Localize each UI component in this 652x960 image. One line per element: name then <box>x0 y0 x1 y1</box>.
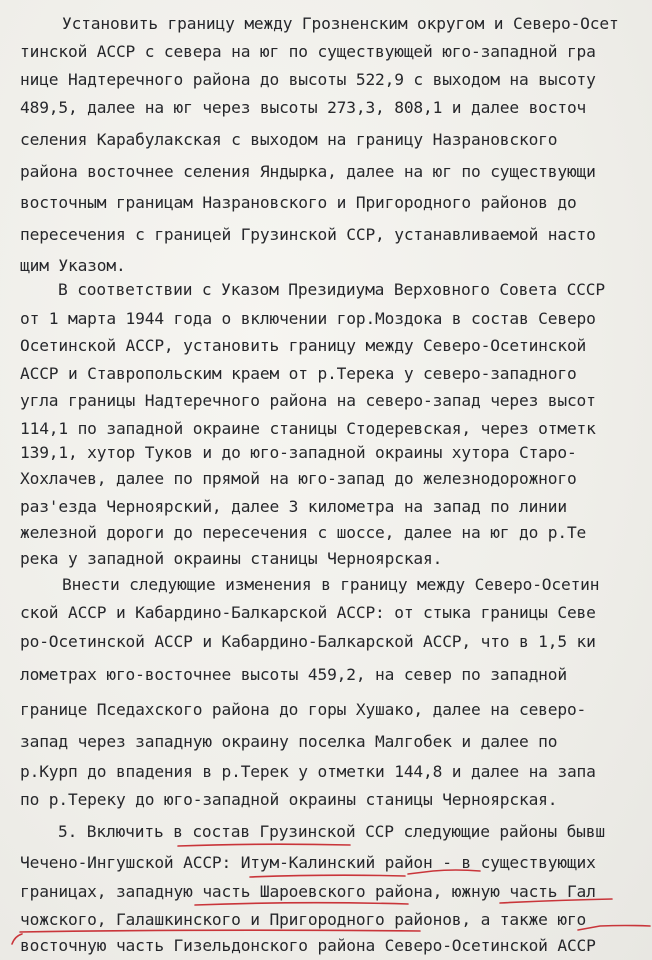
text-line: щим Указом. <box>20 256 126 275</box>
text-line: р.Курп до впадения в р.Терек у отметки 144,8 и далее на запа <box>20 762 596 781</box>
underline-mark <box>250 875 405 877</box>
text-line: Установить границу между Грозненским округом и Северо-Осет <box>62 14 619 33</box>
text-line: ской АССР и Кабардино-Балкарской АССР: от стыка границы Севе <box>20 603 596 622</box>
text-line: района восточнее селения Яндырка, далее на юг по существующи <box>20 162 596 181</box>
text-line: от 1 марта 1944 года о включении гор.Моздока в состав Северо <box>20 309 596 328</box>
underline-mark <box>578 926 650 931</box>
text-line: Внести следующие изменения в границу между Северо-Осетин <box>62 575 600 594</box>
text-line: по р.Тереку до юго-западной окраины станицы Черноярская. <box>20 790 558 809</box>
text-line: тинской АССР с севера на юг по существующей юго-западной гра <box>20 42 596 61</box>
text-line: чожского, Галашкинского и Пригородного районов, а также юго <box>20 910 587 929</box>
text-line: Чечено-Ингушской АССР: Итум-Калинский район - в существующих <box>20 853 596 872</box>
text-line: запад через западную окраину поселка Малгобек и далее по <box>20 732 558 751</box>
text-line: 139,1, хутор Туков и до юго-западной окраины хутора Старо- <box>20 443 577 462</box>
text-line: пересечения с границей Грузинской ССР, устанавливаемой насто <box>20 225 596 244</box>
text-line: В соответствии с Указом Президиума Верховного Совета СССР <box>58 280 605 299</box>
text-line: ро-Осетинской АССР и Кабардино-Балкарской АССР, что в 1,5 ки <box>20 632 596 651</box>
text-line: нице Надтеречного района до высоты 522,9 с выходом на высоту <box>20 70 596 89</box>
text-line: Осетинской АССР, установить границу между Северо-Осетинской <box>20 336 587 355</box>
text-line: восточную часть Гизельдонского района Северо-Осетинской АССР <box>20 936 596 955</box>
text-line: границе Пседахского района до горы Хушако, далее на северо- <box>20 700 587 719</box>
text-line: селения Карабулакская с выходом на границу Назрановского <box>20 130 558 149</box>
text-line: река у западной окраины станицы Черноярская. <box>20 549 443 568</box>
text-line: 489,5, далее на юг через высоты 273,3, 808,1 и далее восточ <box>20 98 587 117</box>
text-line: лометрах юго-восточнее высоты 459,2, на север по западной <box>20 665 567 684</box>
text-line: раз'езда Черноярский, далее 3 километра на запад по линии <box>20 497 567 516</box>
text-line: железной дороги до пересечения с шоссе, далее на юг до р.Те <box>20 523 587 542</box>
text-line: восточным границам Назрановского и Пригородного районов до <box>20 193 577 212</box>
underline-mark <box>178 844 350 846</box>
text-line: 5. Включить в состав Грузинской ССР следующие районы бывш <box>58 822 605 841</box>
text-line: Хохлачев, далее по прямой на юго-запад до железнодорожного <box>20 469 577 488</box>
text-line: 114,1 по западной окраине станицы Стодеревская, через отметк <box>20 419 596 438</box>
text-line: границах, западную часть Шароевского района, южную часть Гал <box>20 882 596 901</box>
text-line: АССР и Ставропольским краем от р.Терека у северо-западного <box>20 364 577 383</box>
text-line: угла границы Надтеречного района на северо-запад через высот <box>20 391 596 410</box>
